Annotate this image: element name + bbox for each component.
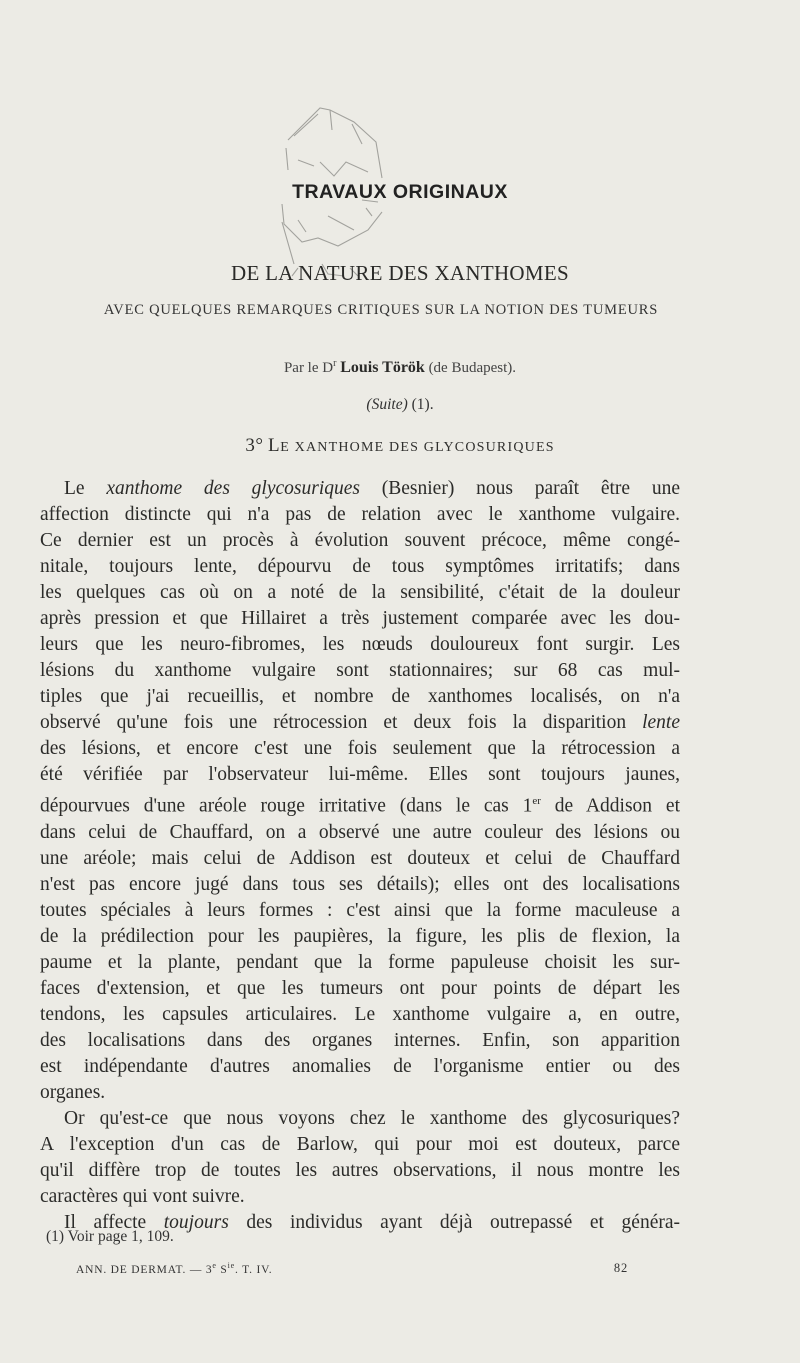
body-line bbox=[40, 1002, 680, 1028]
body-text-run: n'est pas encore jugé dans tous ses détails); elles ont des localisations bbox=[40, 873, 680, 895]
body-text-run: observé qu'une fois une rétrocession et deux fois la disparition bbox=[40, 712, 643, 733]
body-line bbox=[40, 924, 680, 950]
journal-tome: . T. IV. bbox=[234, 1263, 273, 1276]
section-number: 3° bbox=[245, 435, 264, 456]
body-text-run: qu'il diffère trop de toutes les autres observations, il nous montre les bbox=[40, 1159, 680, 1181]
body-italic-run: toujours bbox=[163, 1211, 229, 1233]
body-text-run: Le bbox=[64, 478, 107, 499]
collection-heading: TRAVAUX ORIGINAUX bbox=[292, 181, 508, 203]
body-text-run: paume et la plante, pendant que la forme papuleuse choisit les sur- bbox=[40, 951, 680, 973]
body-line bbox=[40, 1132, 680, 1158]
body-line bbox=[40, 872, 680, 898]
body-line bbox=[40, 820, 680, 846]
body-line bbox=[40, 710, 680, 736]
page-number: 82 bbox=[613, 1261, 628, 1275]
body-line bbox=[40, 580, 680, 606]
author-place: (de Budapest). bbox=[428, 360, 517, 376]
body-text-run: une aréole; mais celui de Addison est douteux et celui de Chauffard bbox=[40, 847, 680, 869]
body-text-run: été vérifiée par l'observateur lui-même. Elles sont toujours jaunes, bbox=[40, 764, 680, 785]
body-text-run: dans celui de Chauffard, on a observé une autre couleur des lésions ou bbox=[40, 821, 680, 843]
body-line bbox=[40, 1158, 680, 1184]
body-text-run: Ce dernier est un procès à évolution souvent précoce, même congé- bbox=[40, 530, 680, 551]
body-text-run: caractères qui vont suivre. bbox=[40, 1185, 245, 1207]
body-italic-run: xanthome des glycosuriques bbox=[106, 478, 360, 499]
byline bbox=[0, 358, 800, 377]
body-line bbox=[40, 950, 680, 976]
body-text-run: faces d'extension, et que les tumeurs ont pour points de départ les bbox=[40, 977, 680, 999]
body-text-run: (Besnier) nous paraît être une bbox=[360, 478, 680, 499]
body-text-run: dépourvues d'une aréole rouge irritative (dans le cas 1 bbox=[40, 795, 533, 817]
byline-sup: r bbox=[333, 358, 337, 369]
body-text-run: des localisations dans des organes internes. Enfin, son apparition bbox=[40, 1029, 680, 1051]
body-text-run: de Addison et bbox=[540, 795, 680, 817]
body-line bbox=[40, 736, 680, 762]
body-line bbox=[40, 658, 680, 684]
byline-prefix: Par le D bbox=[283, 360, 334, 376]
author-name: Louis Török bbox=[340, 359, 425, 376]
body-line bbox=[40, 1106, 680, 1132]
body-italic-run: lente bbox=[642, 712, 680, 733]
body-text-run: nitale, toujours lente, dépourvu de tous symptômes irritatifs; dans bbox=[40, 556, 680, 577]
journal-series-sup: e bbox=[212, 1261, 217, 1270]
body-text-run: de la prédilection pour les paupières, la figure, les plis de flexion, la bbox=[40, 925, 680, 947]
body-line bbox=[40, 1184, 680, 1210]
body-line bbox=[40, 762, 680, 788]
body-text-run: affection distincte qui n'a pas de relation avec le xanthome vulgaire. bbox=[40, 504, 680, 525]
journal-series: S bbox=[216, 1263, 228, 1276]
body-line bbox=[40, 528, 680, 554]
journal-name: ANN. DE DERMAT. — 3 bbox=[76, 1263, 213, 1276]
body-text-run: lésions du xanthome vulgaire sont stationnaires; sur 68 cas mul- bbox=[40, 660, 680, 681]
body-line bbox=[40, 554, 680, 580]
body-line bbox=[40, 1054, 680, 1080]
body-text-run: Il affecte bbox=[64, 1211, 164, 1233]
body-text-run: A l'exception d'un cas de Barlow, qui pour moi est douteux, parce bbox=[40, 1133, 680, 1155]
body-text-run: leurs que les neuro-fibromes, les nœuds douloureux font surgir. Les bbox=[40, 634, 680, 655]
body-text-run: toutes spéciales à leurs formes : c'est ainsi que la forme maculeuse a bbox=[40, 899, 680, 921]
body-line bbox=[40, 684, 680, 710]
body-text-run: après pression et que Hillairet a très justement comparée avec les dou- bbox=[40, 608, 680, 629]
body-line bbox=[40, 1028, 680, 1054]
section-first-letter: L bbox=[267, 435, 281, 456]
journal-series-sup2: ie bbox=[227, 1261, 235, 1270]
body-line bbox=[40, 632, 680, 658]
body-line bbox=[40, 502, 680, 528]
body-text-run: Or qu'est-ce que nous voyons chez le xanthome des glycosuriques? bbox=[64, 1107, 680, 1129]
body-line bbox=[40, 476, 680, 502]
body-text bbox=[40, 476, 680, 1236]
body-text-run: organes. bbox=[40, 1081, 106, 1103]
section-heading bbox=[0, 435, 800, 457]
body-text-run: tiples que j'ai recueillis, et nombre de xanthomes localisés, on n'a bbox=[40, 686, 680, 707]
article-subtitle: AVEC QUELQUES REMARQUES CRITIQUES SUR LA NOTION DES TUMEURS bbox=[103, 302, 659, 318]
continuation-ref: (1). bbox=[411, 396, 434, 413]
body-text-run: est indépendante d'autres anomalies de l'organisme entier ou des bbox=[40, 1055, 680, 1077]
body-text-run: les quelques cas où on a noté de la sensibilité, c'était de la douleur bbox=[40, 582, 680, 603]
journal-reference bbox=[76, 1261, 272, 1276]
body-superscript: er bbox=[532, 795, 541, 807]
continuation-label: (Suite) bbox=[366, 396, 408, 413]
page-footer bbox=[76, 1261, 628, 1276]
body-text-run: des lésions, et encore c'est une fois seulement que la rétrocession a bbox=[40, 738, 680, 759]
footnote: (1) Voir page 1, 109. bbox=[46, 1228, 174, 1245]
section-title: E XANTHOME DES GLYCOSURIQUES bbox=[280, 440, 555, 455]
body-line bbox=[40, 1080, 680, 1106]
body-line bbox=[40, 976, 680, 1002]
body-line bbox=[40, 606, 680, 632]
article-title: DE LA NATURE DES XANTHOMES bbox=[231, 261, 569, 285]
continuation-note bbox=[0, 396, 800, 414]
body-line bbox=[40, 788, 680, 820]
body-text-run: des individus ayant déjà outrepassé et généra- bbox=[228, 1211, 680, 1233]
body-text-run: tendons, les capsules articulaires. Le xanthome vulgaire a, en outre, bbox=[40, 1003, 680, 1025]
body-line bbox=[40, 898, 680, 924]
body-line bbox=[40, 846, 680, 872]
